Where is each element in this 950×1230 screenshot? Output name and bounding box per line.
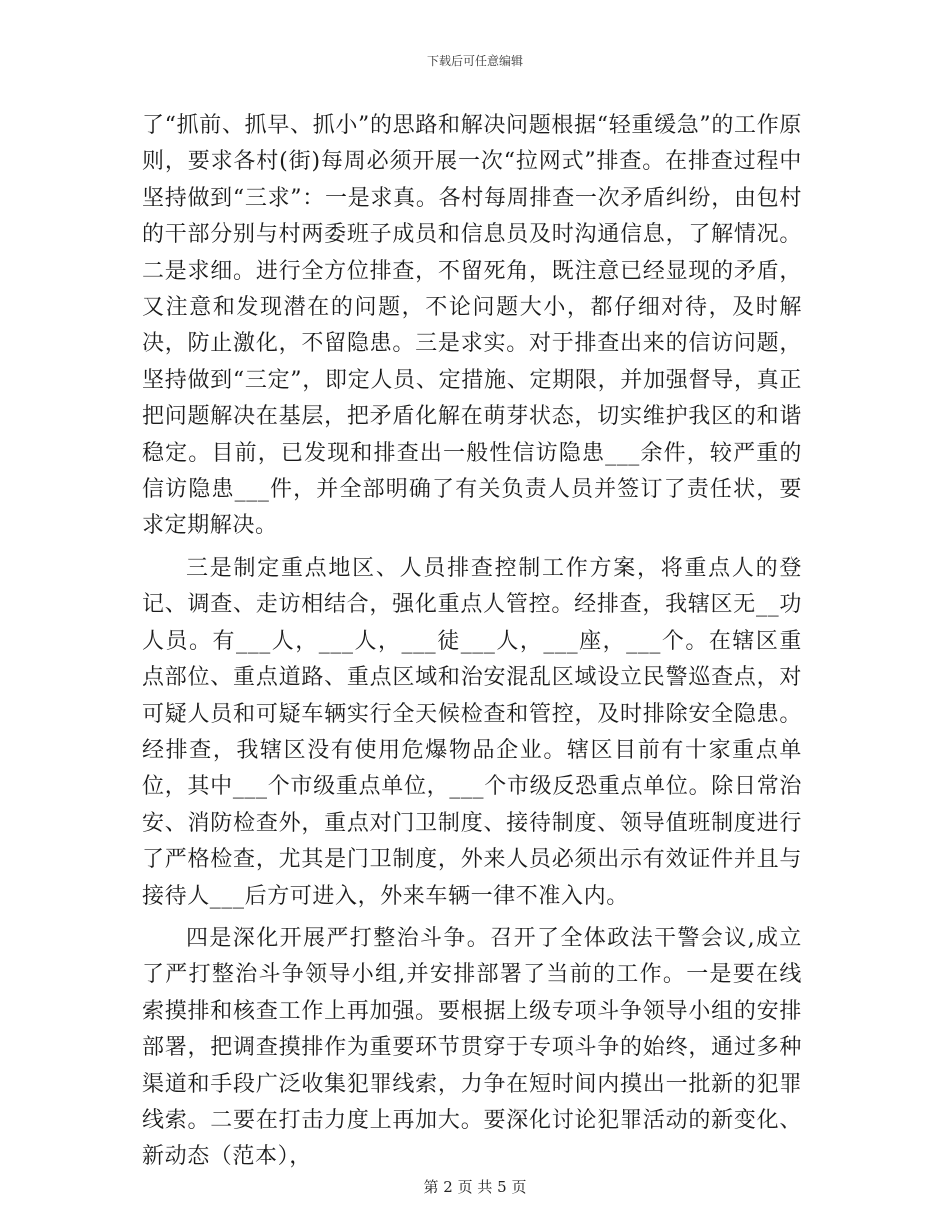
document-body <box>142 108 802 1176</box>
paragraph-crackdown: 四是深化开展严打整治斗争。召开了全体政法干警会议,成立了严打整治斗争领导小组,并安排部署了当前的工作。一是要在线索摸排和核查工作上再加强。要根据上级专项斗争领导小组的安排部署，把调查摸排作为重要环节贯穿于专项斗争的始终，通过多种渠道和手段广泛收集犯罪线索，力争在短时间内摸出一批新的犯罪线索。二要在打击力度上再加大。要深化讨论犯罪活动的新变化、新动态（范本）， <box>142 925 802 1170</box>
paragraph-continuation: 了“抓前、抓早、抓小”的思路和解决问题根据“轻重缓急”的工作原则，要求各村(街)每周必须开展一次“拉网式”排查。在排查过程中坚持做到“三求”：一是求真。各村每周排查一次矛盾纠纷，由包村的干部分别与村两委班子成员和信息员及时沟通信息，了解情况。二是求细。进行全方位排查，不留死角，既注意已经显现的矛盾，又注意和发现潜在的问题，不论问题大小，都仔细对待，及时解决，防止激化，不留隐患。三是求实。对于排查出来的信访问题，坚持做到“三定”，即定人员、定措施、定期限，并加强督导，真正把问题解决在基层，把矛盾化解在萌芽状态，切实维护我区的和谐稳定。目前，已发现和排查出一般性信访隐患___余件，较严重的信访隐患___件，并全部明确了有关负责人员并签订了责任状，要求定期解决。 <box>142 113 802 539</box>
page-header: 下载后可任意编辑 <box>426 54 523 68</box>
page-number: 第 2 页 共 5 页 <box>423 1178 527 1196</box>
paragraph-key-area-control: 三是制定重点地区、人员排查控制工作方案，将重点人的登记、调查、走访相结合，强化重点人管控。经排查，我辖区无__功人员。有___人，___人，___徒___人，___座，___个。在辖区重点部位、重点道路、重点区域和治安混乱区域设立民警巡查点，对可疑人员和可疑车辆实行全天候检查和管控，及时排除安全隐患。经排查，我辖区没有使用危爆物品企业。辖区目前有十家重点单位，其中___个市级重点单位，___个市级反恐重点单位。除日常治安、消防检查外，重点对门卫制度、接待制度、领导值班制度进行了严格检查，尤其是门卫制度，外来人员必须出示有效证件并且与接待人___后方可进入，外来车辆一律不准入内。 <box>142 555 802 909</box>
